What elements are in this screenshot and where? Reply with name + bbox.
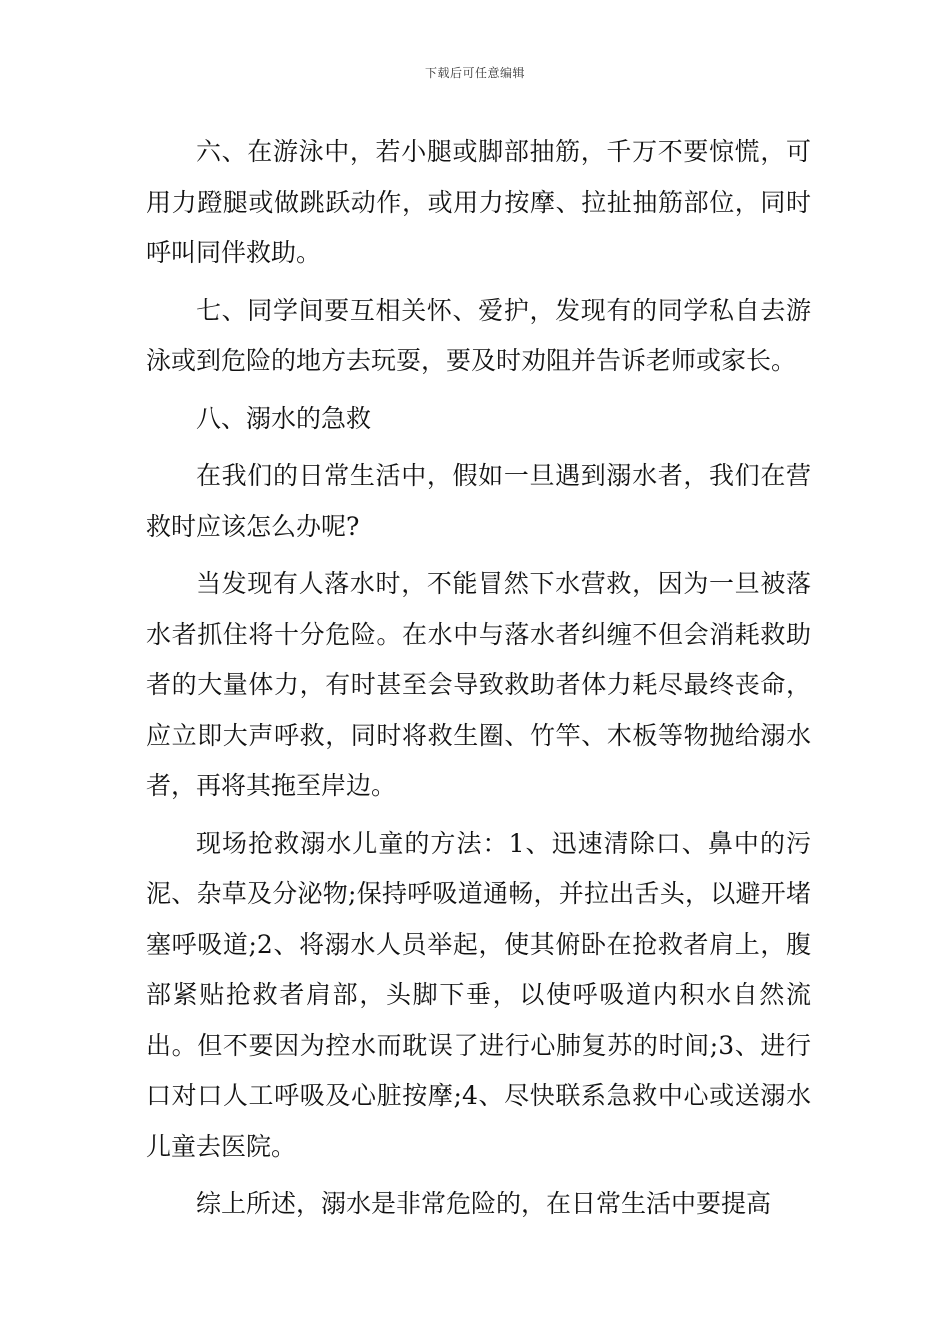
paragraph-method: 现场抢救溺水儿童的方法：1、迅速清除口、鼻中的污泥、杂草及分泌物;保持呼吸道通畅，并拉出舌头，以避开堵塞呼吸道;2、将溺水人员举起，使其俯卧在抢救者肩上，腹部紧贴抢救者肩部，头脚下垂，以使呼吸道内积水自然流出。但不要因为控水而耽误了进行心肺复苏的时间;3、进行口对口人工呼吸及心脏按摩;4、尽快联系急救中心或送溺水儿童去医院。 [146,828,811,1161]
document-body [146,127,811,1237]
paragraph-summary: 综上所述，溺水是非常危险的，在日常生活中要提高 [196,1189,772,1218]
page-header: 下载后可任意编辑 [424,66,525,80]
paragraph-cramp: 六、在游泳中，若小腿或脚部抽筋，千万不要惊慌，可用力蹬腿或做跳跃动作，或用力按摩、拉扯抽筋部位，同时呼叫同伴救助。 [146,137,811,267]
paragraph-question: 在我们的日常生活中，假如一旦遇到溺水者，我们在营救时应该怎么办呢? [146,461,811,541]
paragraph-care: 七、同学间要互相关怀、爱护，发现有的同学私自去游泳或到危险的地方去玩耍，要及时劝阻并告诉老师或家长。 [146,295,811,375]
paragraph-rescue: 当发现有人落水时，不能冒然下水营救，因为一旦被落水者抓住将十分危险。在水中与落水者纠缠不但会消耗救助者的大量体力，有时甚至会导致救助者体力耗尽最终丧命，应立即大声呼救，同时将救生圈、竹竿、木板等物抛给溺水者，再将其拖至岸边。 [146,569,811,800]
section-heading-first-aid: 八、溺水的急救 [196,403,372,433]
